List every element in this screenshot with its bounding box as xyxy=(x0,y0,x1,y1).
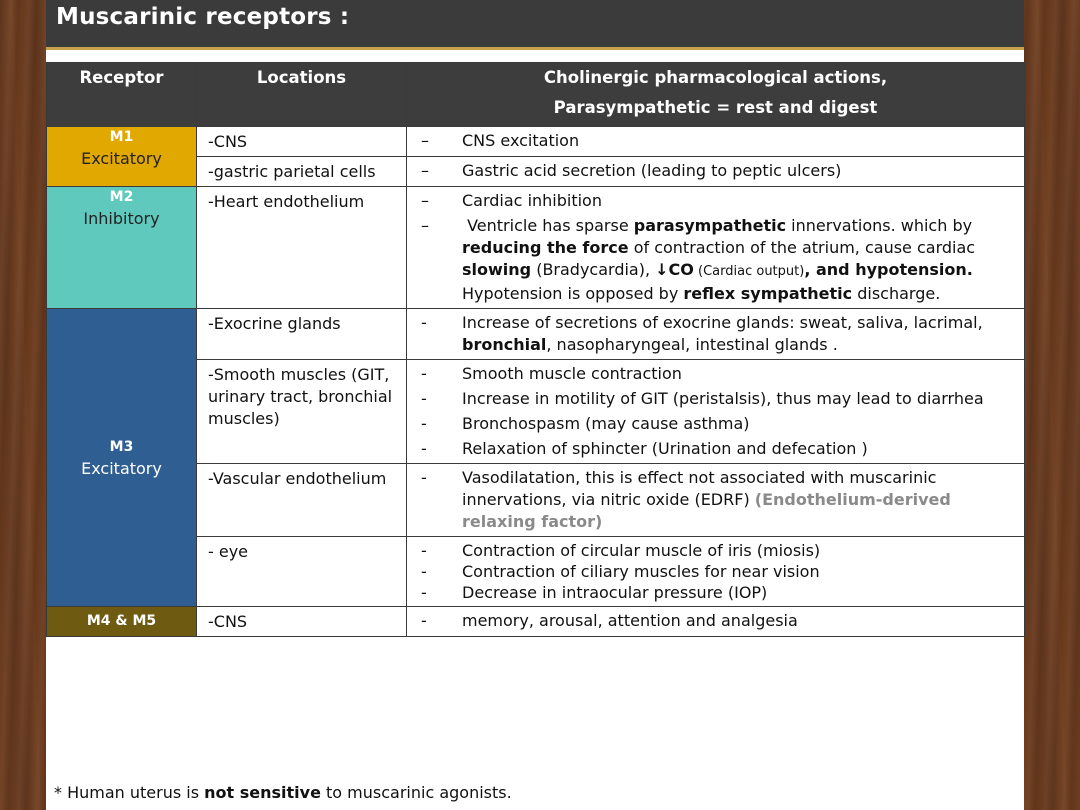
action-text: CNS excitation xyxy=(462,131,580,150)
action-cell xyxy=(407,157,1025,187)
list-item xyxy=(407,215,1018,305)
dash-bullet: - xyxy=(421,611,427,630)
dash-bullet: - xyxy=(421,541,427,560)
receptor-cell-m1 xyxy=(47,127,197,187)
action-cell xyxy=(407,360,1025,464)
list-item xyxy=(407,438,1018,460)
dash-bullet: - xyxy=(421,313,427,332)
list-item xyxy=(407,610,1018,632)
action-text: Ventricle has sparse parasympathetic innervations. which by reducing the force of contraction of the atrium, cause cardiac slowing (Bradycardia), ↓CO (Cardiac output), and hypotension. Hypotension is opposed by reflex sympathetic discharge. xyxy=(462,216,976,303)
action-text: Relaxation of sphincter (Urination and defecation ) xyxy=(462,439,868,458)
action-cell xyxy=(407,187,1025,309)
receptor-cell-m4-m5 xyxy=(47,607,197,637)
action-text: memory, arousal, attention and analgesia xyxy=(462,611,798,630)
list-item xyxy=(407,561,1018,582)
list-item xyxy=(407,190,1018,212)
dash-bullet: - xyxy=(421,364,427,383)
dash-bullet: - xyxy=(421,414,427,433)
dash-bullet: – xyxy=(421,216,429,235)
receptor-name-m3: M3 xyxy=(109,438,134,455)
action-cell xyxy=(407,309,1025,360)
dash-bullet: - xyxy=(421,468,427,487)
list-item xyxy=(407,130,1018,152)
dash-bullet: - xyxy=(421,562,427,581)
location-cell: -Heart endothelium xyxy=(197,187,407,309)
page-title: Muscarinic receptors : xyxy=(56,4,350,30)
dash-bullet: – xyxy=(421,191,429,210)
list-item xyxy=(407,160,1018,182)
title-bar xyxy=(46,0,1024,50)
list-item xyxy=(407,363,1018,385)
footnote: * Human uterus is not sensitive to muscarinic agonists. xyxy=(54,783,512,802)
location-cell: -Exocrine glands xyxy=(197,309,407,360)
dash-bullet: – xyxy=(421,131,429,150)
receptor-cell-m3 xyxy=(47,309,197,607)
action-cell xyxy=(407,464,1025,537)
list-item xyxy=(407,388,1018,410)
action-text: Contraction of ciliary muscles for near vision xyxy=(462,562,820,581)
location-cell: - eye xyxy=(197,537,407,607)
receptor-name-m1: M1 xyxy=(109,129,134,145)
action-cell xyxy=(407,537,1025,607)
action-cell xyxy=(407,607,1025,637)
receptor-type-m1: Excitatory xyxy=(81,149,162,168)
header-locations: Locations xyxy=(197,63,407,127)
table-row-m2-heart xyxy=(47,187,1025,309)
action-cell xyxy=(407,127,1025,157)
location-cell: -gastric parietal cells xyxy=(197,157,407,187)
action-text: Smooth muscle contraction xyxy=(462,364,682,383)
header-actions xyxy=(407,63,1025,127)
location-cell: -CNS xyxy=(197,607,407,637)
location-cell: -Smooth muscles (GIT, urinary tract, bronchial muscles) xyxy=(197,360,407,464)
list-item xyxy=(407,540,1018,561)
table-row-m4-m5 xyxy=(47,607,1025,637)
table-row-m3-exocrine xyxy=(47,309,1025,360)
dash-bullet: - xyxy=(421,389,427,408)
receptor-type-m2: Inhibitory xyxy=(83,209,160,228)
muscarinic-receptor-table xyxy=(46,62,1025,637)
table-row-m1-cns xyxy=(47,127,1025,157)
list-item xyxy=(407,312,1018,356)
dash-bullet: - xyxy=(421,583,427,602)
receptor-name-m2: M2 xyxy=(109,189,134,205)
receptor-name-m4-m5: M4 & M5 xyxy=(86,613,157,629)
action-text: Cardiac inhibition xyxy=(462,191,602,210)
dash-bullet: – xyxy=(421,161,429,180)
header-actions-line2: Parasympathetic = rest and digest xyxy=(553,98,878,117)
header-receptor: Receptor xyxy=(47,63,197,127)
receptor-type-m3: Excitatory xyxy=(81,458,162,478)
dash-bullet: - xyxy=(421,439,427,458)
action-text: Contraction of circular muscle of iris (miosis) xyxy=(462,541,821,560)
action-text: Vasodilatation, this is effect not associated with muscarinic innervations, via nitric oxide (EDRF) (Endothelium-derived relaxing factor) xyxy=(462,468,951,531)
action-text: Bronchospasm (may cause asthma) xyxy=(462,414,750,433)
action-text: Increase in motility of GIT (peristalsis), thus may lead to diarrhea xyxy=(462,389,984,408)
location-cell: -CNS xyxy=(197,127,407,157)
location-cell: -Vascular endothelium xyxy=(197,464,407,537)
table-header-row xyxy=(47,63,1025,127)
action-text: Increase of secretions of exocrine glands: sweat, saliva, lacrimal, bronchial, nasopharyngeal, intestinal glands . xyxy=(462,313,983,354)
list-item xyxy=(407,413,1018,435)
receptor-cell-m2 xyxy=(47,187,197,309)
action-text: Gastric acid secretion (leading to peptic ulcers) xyxy=(462,161,842,180)
list-item xyxy=(407,467,1018,533)
list-item xyxy=(407,582,1018,603)
slide xyxy=(46,0,1024,810)
action-text: Decrease in intraocular pressure (IOP) xyxy=(462,583,768,602)
header-actions-line1: Cholinergic pharmacological actions, xyxy=(543,68,888,87)
